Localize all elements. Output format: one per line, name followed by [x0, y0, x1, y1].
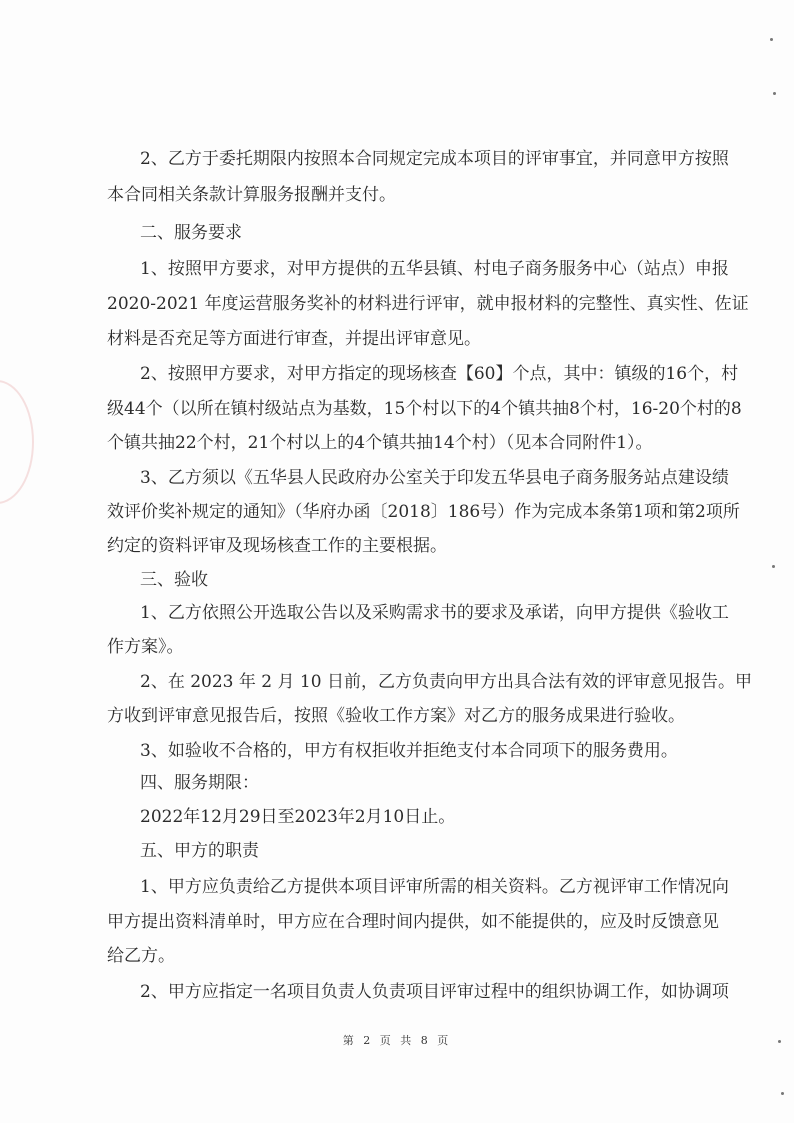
text-line: 2、乙方于委托期限内按照本合同规定完成本项目的评审事宜，并同意甲方按照: [140, 149, 729, 169]
section-heading: 四、服务期限：: [140, 773, 259, 793]
section-heading: 三、验收: [140, 570, 208, 590]
text-line: 2、甲方应指定一名项目负责人负责项目评审过程中的组织协调工作，如协调项: [140, 982, 729, 1002]
scan-speck: [781, 1092, 784, 1095]
text-line: 方收到评审意见报告后，按照《验收工作方案》对乙方的服务成果进行验收。: [107, 706, 685, 726]
scan-speck: [772, 565, 775, 568]
text-line: 2、在 2023 年 2 月 10 日前，乙方负责向甲方出具合法有效的评审意见报告。甲: [140, 672, 752, 692]
section-heading: 二、服务要求: [140, 223, 242, 243]
page-footer: 第 2 页 共 8 页: [342, 1034, 452, 1047]
seal-stamp-partial: [0, 380, 34, 504]
scan-speck: [773, 92, 776, 95]
text-line: 3、如验收不合格的，甲方有权拒收并拒绝支付本合同项下的服务费用。: [140, 741, 678, 761]
text-line: 效评价奖补规定的通知》（华府办函〔2018〕186号）作为完成本条第1项和第2项所: [107, 502, 740, 522]
text-line: 1、按照甲方要求，对甲方提供的五华县镇、村电子商务服务中心（站点）申报: [140, 259, 729, 279]
text-line: 材料是否充足等方面进行审查，并提出评审意见。: [107, 329, 481, 349]
text-line: 约定的资料评审及现场核查工作的主要根据。: [107, 536, 447, 556]
text-line: 2、按照甲方要求，对甲方指定的现场核查【60】个点，其中：镇级的16个，村: [140, 364, 739, 384]
text-line: 甲方提出资料清单时，甲方应在合理时间内提供，如不能提供的，应及时反馈意见: [107, 912, 719, 932]
scan-speck: [770, 38, 773, 41]
text-line: 给乙方。: [107, 946, 175, 966]
scan-speck: [778, 1040, 781, 1043]
text-line: 本合同相关条款计算服务报酬并支付。: [107, 185, 396, 205]
text-line: 级44个（以所在镇村级站点为基数，15个村以下的4个镇共抽8个村，16-20个村的8: [107, 399, 742, 419]
text-line: 作方案》。: [107, 637, 184, 657]
text-line: 3、乙方须以《五华县人民政府办公室关于印发五华县电子商务服务站点建设绩: [140, 468, 729, 488]
text-line: 1、乙方依照公开选取公告以及采购需求书的要求及承诺，向甲方提供《验收工: [140, 603, 729, 623]
section-heading: 五、甲方的职责: [140, 841, 259, 861]
text-line: 1、甲方应负责给乙方提供本项目评审所需的相关资料。乙方视评审工作情况向: [140, 877, 729, 897]
text-line: 2020-2021 年度运营服务奖补的材料进行评审，就申报材料的完整性、真实性、佐证: [107, 294, 749, 314]
text-line: 个镇共抽22个村，21个村以上的4个镇共抽14个村）（见本合同附件1）。: [107, 433, 653, 453]
text-line: 2022年12月29日至2023年2月10日止。: [140, 807, 456, 827]
